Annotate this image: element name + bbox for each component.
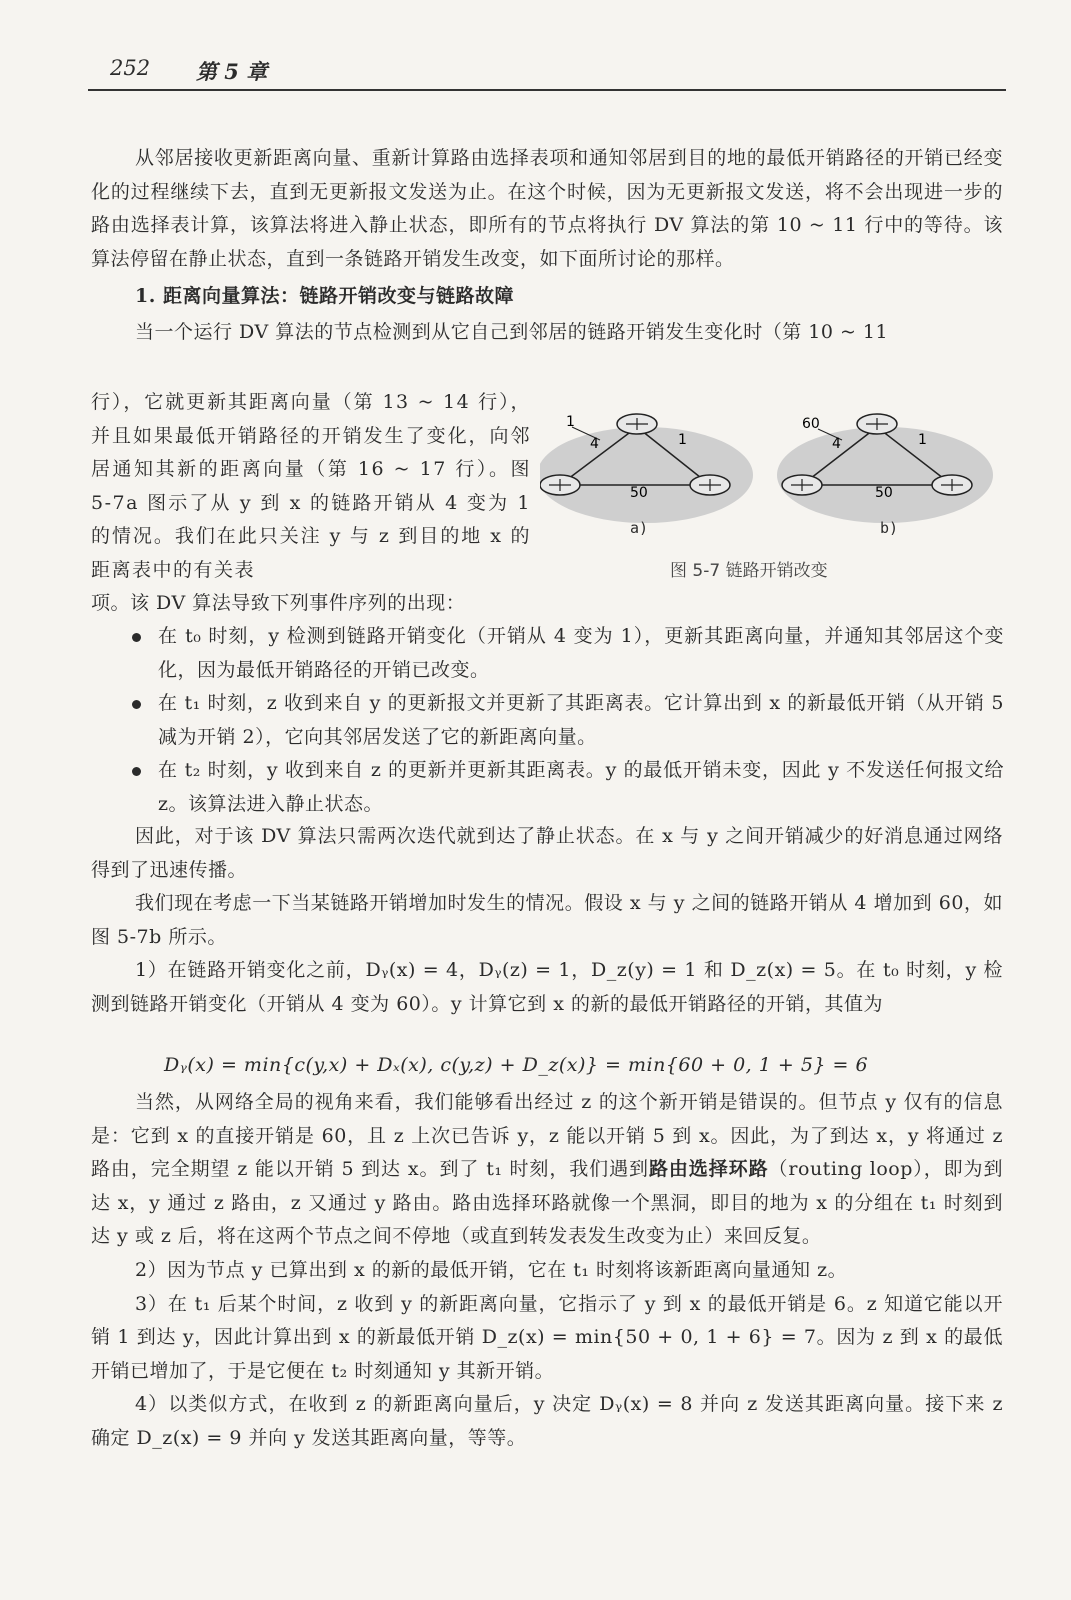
paragraph-5: 1）在链路开销变化之前，Dᵧ(x) = 4，Dᵧ(z) = 1，D_z(y) = 1 和 D_z(x) = 5。在 t₀ 时刻，y 检测到链路开销变化（开销从 4 变为 60）。y 计算它到 x 的新的最低开销路径的开销，其值为	[91, 959, 1003, 1015]
router-icon	[617, 414, 657, 434]
paragraph-8: 3）在 t₁ 后某个时间，z 收到 y 的新距离向量，它指示了 y 到 x 的最低开销是 6。z 知道它能以开销 1 到达 y，因此计算出到 x 的新最低开销 D_z(x) = min{50 + 0, 1 + 6} = 7。因为 z 到 x 的最低开销已增加了，于是它便在 t₂ 时刻通知 y 其新开销。	[91, 1292, 1003, 1382]
paragraph-4: 我们现在考虑一下当某链路开销增加时发生的情况。假设 x 与 y 之间的链路开销从 4 增加到 60，如图 5-7b 所示。	[91, 892, 1003, 948]
body-section-3	[91, 1086, 1003, 1456]
list-item	[132, 754, 1004, 821]
list-item	[132, 620, 1004, 687]
router-icon	[932, 475, 972, 495]
paragraph-6	[91, 1086, 1003, 1254]
cost-label: 60	[802, 416, 820, 432]
paragraph-6-text: 当然，从网络全局的视角来看，我们能够看出经过 z 的这个新开销是错误的。但节点 y 仅有的信息是：它到 x 的直接开销是 60，且 z 上次已告诉 y，z 能以开销 5 到 x。因此，为了到达 x，y 将通过 z 路由，完全期望 z 能以开销 5 到达 x。到了 t₁ 时刻，我们遇到	[91, 1091, 1003, 1181]
bullet-icon	[132, 767, 141, 776]
list-item-text: 在 t₁ 时刻，z 收到来自 y 的更新报文并更新了其距离表。它计算出到 x 的新最低开销（从开销 5 减为开销 2），它向其邻居发送了它的新距离向量。	[158, 692, 1004, 748]
cost-label: 50	[875, 485, 893, 501]
cost-label: 50	[630, 485, 648, 501]
chapter-title: 第 5 章	[196, 59, 268, 84]
cost-label: 1	[678, 432, 687, 448]
router-icon	[690, 475, 730, 495]
router-icon	[857, 414, 897, 434]
paragraph-7: 2）因为节点 y 已算出到 x 的新的最低开销，它在 t₁ 时刻将该新距离向量通知 z。	[135, 1258, 848, 1281]
page-number: 252	[110, 56, 151, 80]
cost-label: 4	[590, 436, 599, 452]
paragraph-2-tail-wrap	[91, 587, 1003, 621]
bullet-icon	[132, 700, 141, 709]
header-rule	[88, 89, 1006, 91]
figure-a-label: a)	[630, 519, 649, 537]
figure-b-label: b)	[880, 519, 899, 537]
figure-caption: 图 5-7 链路开销改变	[670, 561, 828, 581]
term-routing-loop: 路由选择环路	[648, 1158, 769, 1181]
body-section-1	[91, 142, 1003, 350]
body-section-2	[91, 820, 1003, 1022]
paragraph-3: 因此，对于该 DV 算法只需两次迭代就到达了静止状态。在 x 与 y 之间开销减少的好消息通过网络得到了迅速传播。	[91, 825, 1003, 881]
paragraph-6-text-cont: （routing loop），即为到达 x，y 通过 z 路由，z 又通过 y 路由。路由选择环路就像一个黑洞，即目的地为 x 的分组在 t₁ 时刻到达 y 或 z 后，将在这两个节点之间不停地（或直到转发表发生改变为止）来回反复。	[91, 1158, 1003, 1248]
list-item	[132, 687, 1004, 754]
list-item-text: 在 t₂ 时刻，y 收到来自 z 的更新并更新其距离表。y 的最低开销未变，因此 y 不发送任何报文给 z。该算法进入静止状态。	[158, 759, 1004, 815]
list-item-text: 在 t₀ 时刻，y 检测到链路开销变化（开销从 4 变为 1），更新其距离向量，并通知其邻居这个变化，因为最低开销路径的开销已改变。	[158, 625, 1004, 681]
router-icon	[782, 475, 822, 495]
figure-a	[540, 414, 753, 523]
paragraph-2-wrapped	[91, 386, 531, 588]
router-icon	[540, 475, 580, 495]
paragraph-2-body: 行），它就更新其距离向量（第 13 ~ 14 行），并且如果最低开销路径的开销发生了变化，向邻居通知其新的距离向量（第 16 ~ 17 行）。图 5-7a 图示了从 y 到 x 的链路开销从 4 变为 1 的情况。我们在此只关注 y 与 z 到目的地 x 的距离表中的有关表	[91, 391, 531, 581]
bullet-icon	[132, 633, 141, 642]
paragraph-2-first-line: 当一个运行 DV 算法的节点检测到从它自己到邻居的链路开销发生变化时（第 10 ~ 11	[135, 321, 889, 344]
page-header	[88, 56, 1008, 92]
cost-label: 1	[566, 414, 575, 430]
cost-label: 1	[918, 432, 927, 448]
cost-label: 4	[832, 436, 841, 452]
event-list	[132, 620, 1004, 822]
paragraph-2-tail: 项。该 DV 算法导致下列事件序列的出现：	[91, 592, 466, 614]
section-heading: 1. 距离向量算法：链路开销改变与链路故障	[135, 285, 514, 308]
paragraph-9: 4）以类似方式，在收到 z 的新距离向量后，y 决定 Dᵧ(x) = 8 并向 z 发送其距离向量。接下来 z 确定 D_z(x) = 9 并向 y 发送其距离向量，等等。	[91, 1393, 1003, 1449]
figure-b	[777, 414, 993, 523]
formula: Dᵧ(x) = min{c(y,x) + Dₓ(x), c(y,z) + D_z(x)} = min{60 + 0, 1 + 5} = 6	[164, 1054, 869, 1076]
paragraph-1: 从邻居接收更新距离向量、重新计算路由选择表项和通知邻居到目的地的最低开销路径的开销已经变化的过程继续下去，直到无更新报文发送为止。在这个时候，因为无更新报文发送，将不会出现进一步的路由选择表计算，该算法将进入静止状态，即所有的节点将执行 DV 算法的第 10 ~ 11 行中的等待。该算法停留在静止状态，直到一条链路开销发生改变，如下面所讨论的那样。	[91, 147, 1003, 270]
